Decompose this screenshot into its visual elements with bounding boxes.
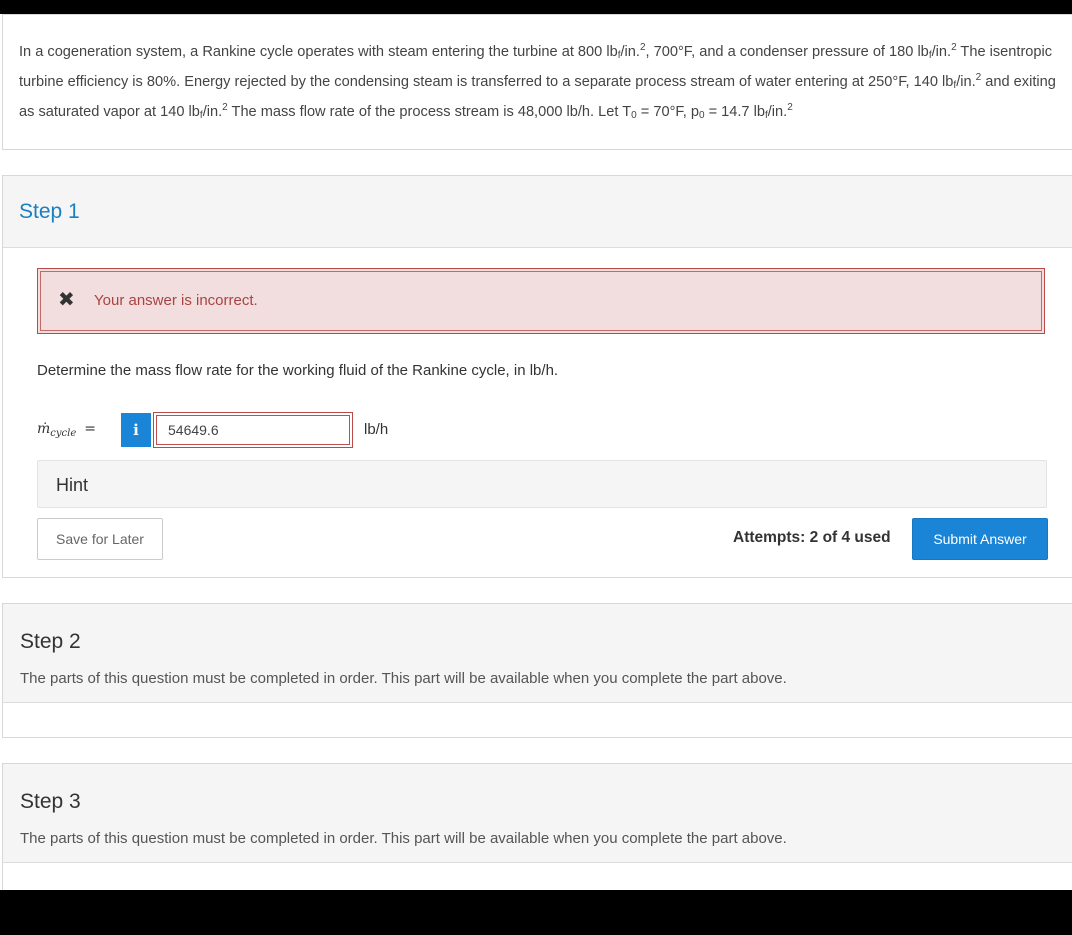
equals-sign: = <box>84 421 96 437</box>
alert-message: Your answer is incorrect. <box>94 292 258 309</box>
step-2-card <box>2 603 1072 738</box>
problem-text: In a cogeneration system, a Rankine cycle operates with steam entering the turbine at 800 $lb_f/in.^2$, 700°F, and a condenser pressure of 180 $lb_f/in.^2$ The isentropic turbine efficiency is 80%. Energy rejected by the condensing steam is transferred to a separate process stream of water entering at 250°F, 140 $lb_f/in.^2$ and exiting as saturated vapor at 140 $lb_f/in.^2$ The mass flow rate of the process stream is 48,000 lb/h. Let $T_0 = 70^\circ F$, $p_0 = 14.7$ $lb_f/in.^2$ <box>19 42 1056 121</box>
step-2-header <box>3 604 1072 703</box>
close-x-icon: ✖ <box>58 289 75 311</box>
step-3-card <box>2 763 1072 890</box>
submit-answer-button[interactable]: Submit Answer <box>912 518 1048 560</box>
incorrect-answer-alert <box>37 268 1045 334</box>
assignment-page <box>0 14 1072 890</box>
step-3-header <box>3 764 1072 863</box>
question-text: Determine the mass flow rate for the working fluid of the Rankine cycle, in lb/h. <box>37 362 559 379</box>
step-3-title: Step 3 <box>20 790 81 813</box>
hint-button[interactable]: Hint <box>37 460 1047 508</box>
info-icon[interactable]: i <box>121 413 151 447</box>
answer-input[interactable] <box>153 412 353 448</box>
variable-subscript: cycle <box>50 428 77 439</box>
variable-label <box>37 421 96 439</box>
attempts-counter: Attempts: 2 of 4 used <box>733 529 891 546</box>
step-1-card <box>2 175 1072 578</box>
step-1-header[interactable] <box>3 176 1072 248</box>
step-2-locked-message: The parts of this question must be completed in order. This part will be available when you complete the part above. <box>20 670 787 687</box>
save-for-later-button[interactable]: Save for Later <box>37 518 163 560</box>
unit-label: lb/h <box>364 421 389 438</box>
step-2-title: Step 2 <box>20 630 81 653</box>
variable-symbol: ṁ <box>37 421 51 437</box>
problem-statement <box>2 14 1072 150</box>
step-3-locked-message: The parts of this question must be completed in order. This part will be available when you complete the part above. <box>20 830 787 847</box>
step-1-title[interactable]: Step 1 <box>19 200 80 223</box>
